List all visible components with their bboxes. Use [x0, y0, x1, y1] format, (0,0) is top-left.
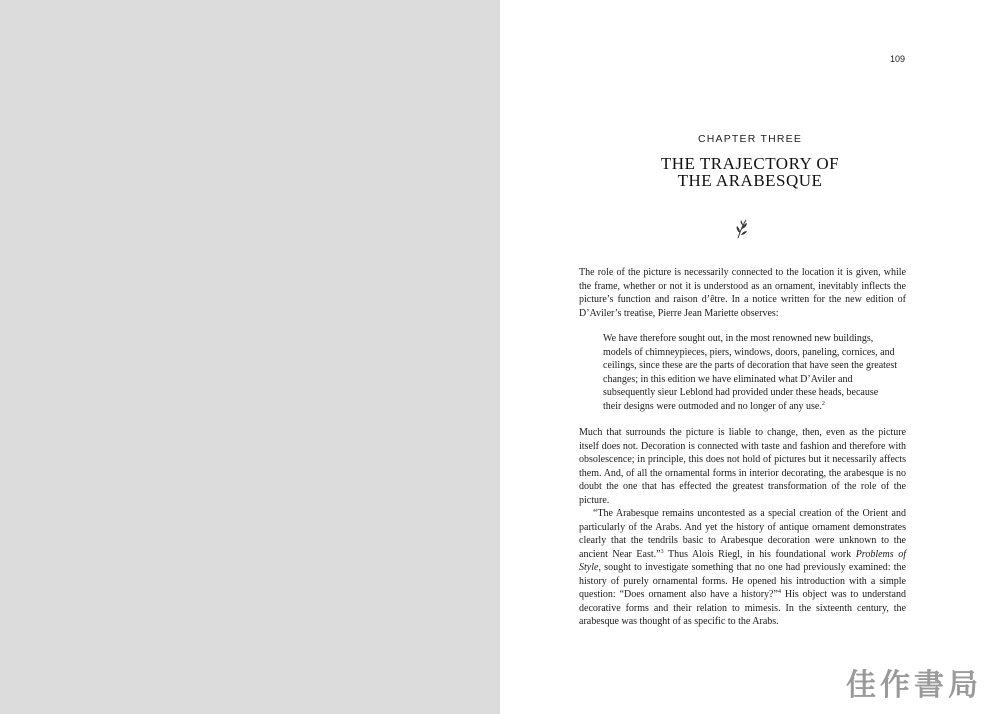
right-page: [500, 0, 1000, 714]
paragraph-3: [579, 507, 906, 629]
chapter-title-line-2: THE ARABESQUE: [677, 171, 823, 190]
body-text: [579, 266, 906, 629]
paragraph-3-text-d: His object was to understand decorative forms and their relation to mimesis. In the sixteenth century, the arabesque was thought of as specific to the Arabs.: [579, 589, 906, 627]
chapter-title-line-1: THE TRAJECTORY OF: [660, 154, 840, 173]
leaf-ornament-icon: [734, 218, 750, 240]
riegl-quote: “The Arabesque remains uncontested as a special creation of the Orient and particularly of the Arabs. And yet the history of antique ornament demonstrates clearly that the tendrils basic to Arabesque decoration were unknown to the ancient Near East.”: [579, 508, 906, 560]
paragraph-3-text-c: , sought to investigate something that no one had previously examined: the history of purely ornamental forms. He opened his introduction with a simple question: “Does ornament also have a history?”: [579, 562, 906, 600]
chapter-title: [500, 155, 1000, 189]
block-quote: [603, 332, 899, 413]
block-quote-text: We have therefore sought out, in the most renowned new buildings, models of chimneypieces, piers, windows, doors, paneling, cornices, and ceilings, since these are the parts of decoration that have seen the greatest changes; in this edition we have eliminated what D’Aviler and subsequently sieur Leblond had provided under these heads, because their designs were outmoded and no longer of any use.: [603, 333, 898, 412]
watermark-text: 佳作書局: [846, 668, 982, 703]
chapter-label: CHAPTER THREE: [697, 133, 803, 145]
paragraph-1: The role of the picture is necessarily connected to the location it is given, while the frame, whether or not it is understood as an ornament, inevitably inflects the picture’s function and raison d’être. In a notice written for the new edition of D’Aviler’s treatise, Pierre Jean Mariette observes:: [579, 267, 906, 319]
paragraph-3-text-b: Thus Alois Riegl, in his foundational work: [663, 548, 856, 560]
page-number: 109: [889, 54, 905, 64]
footnote-marker-4: 4: [777, 589, 781, 595]
footnote-marker-3: 3: [660, 548, 664, 555]
paragraph-2: Much that surrounds the picture is liable to change, then, even as the picture itself does not. Decoration is connected with taste and fashion and therefore with obsolescence; in principle, this does not hold of pictures but it necessarily affects them. And, of all the ornamental forms in interior decorating, the arabesque is no doubt the one that has effected the greatest transformation of the role of the picture.: [579, 427, 906, 506]
book-title-italic: Problems of Style: [579, 548, 906, 573]
footnote-marker-2: 2: [821, 400, 825, 407]
